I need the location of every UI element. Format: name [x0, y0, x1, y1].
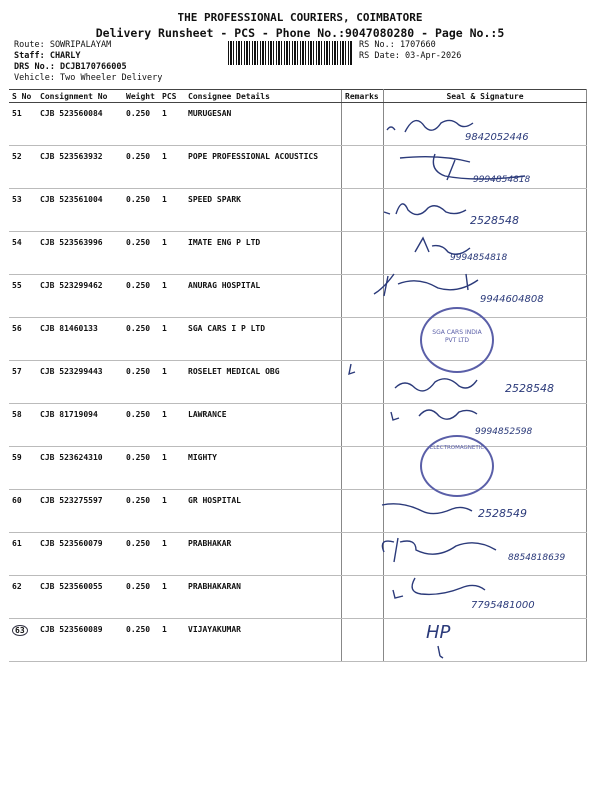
- consignee: MURUGESAN: [185, 103, 342, 146]
- col-remarks: Remarks: [342, 90, 384, 103]
- drs-number: DRS No.: DCJB170766005: [14, 62, 127, 72]
- sno: 54: [9, 232, 37, 275]
- sno: 61: [9, 533, 37, 576]
- weight: 0.250: [123, 232, 159, 275]
- runsheet-title: Delivery Runsheet - PCS - Phone No.:9047080280 - Page No.:5: [95, 26, 505, 40]
- consignment-no: CJB 523560055: [37, 576, 123, 619]
- remarks: [342, 619, 384, 662]
- vehicle: Vehicle: Two Wheeler Delivery: [14, 73, 163, 83]
- table-row: [9, 619, 587, 662]
- weight: 0.250: [123, 404, 159, 447]
- signature-53: [380, 196, 570, 228]
- signature-55: [370, 268, 580, 308]
- consignee: ROSELET MEDICAL OBG: [185, 361, 342, 404]
- weight: 0.250: [123, 103, 159, 146]
- weight: 0.250: [123, 490, 159, 533]
- weight: 0.250: [123, 189, 159, 232]
- signature-62: [385, 570, 580, 612]
- signature-54: [410, 232, 580, 264]
- sno: 62: [9, 576, 37, 619]
- consignee: IMATE ENG P LTD: [185, 232, 342, 275]
- signature-62-phone: 7795481000: [471, 600, 535, 611]
- remarks: [342, 146, 384, 189]
- consignment-no: CJB 81719094: [37, 404, 123, 447]
- consignment-no: CJB 523563932: [37, 146, 123, 189]
- pcs: 1: [159, 361, 185, 404]
- remarks: [342, 189, 384, 232]
- signature-53-phone: 2528548: [470, 214, 519, 227]
- sno: 60: [9, 490, 37, 533]
- consignee: MIGHTY: [185, 447, 342, 490]
- signature-54-phone: 9994854818: [450, 253, 508, 263]
- signature-52: [395, 150, 585, 188]
- signature-61-phone: 8854818639: [508, 553, 566, 563]
- sno: 52: [9, 146, 37, 189]
- signature-60: [378, 495, 578, 525]
- circled-sno: 63: [12, 625, 28, 636]
- sno: 51: [9, 103, 37, 146]
- col-sno: S No: [9, 90, 37, 103]
- consignee: ANURAG HOSPITAL: [185, 275, 342, 318]
- remarks: [342, 447, 384, 490]
- sno: [9, 619, 37, 662]
- company-stamp-59: [420, 435, 494, 497]
- route-info: [14, 40, 162, 84]
- pcs: 1: [159, 619, 185, 662]
- signature-cell: [384, 619, 587, 662]
- sno: 53: [9, 189, 37, 232]
- signature-63-initials: HP: [426, 622, 451, 643]
- signature-51-phone: 9842052446: [465, 132, 529, 143]
- route: Route: SOWRIPALAYAM: [14, 40, 112, 50]
- rs-number: RS No.: 1707660: [359, 40, 436, 50]
- signature-63: [422, 614, 482, 660]
- consignee: GR HOSPITAL: [185, 490, 342, 533]
- staff: Staff: CHARLY: [14, 51, 81, 61]
- rs-info: [359, 40, 461, 62]
- company-title: THE PROFESSIONAL COURIERS, COIMBATORE: [177, 11, 423, 24]
- weight: 0.250: [123, 533, 159, 576]
- consignment-no: CJB 523563996: [37, 232, 123, 275]
- stamp-56-text: SGA CARS INDIA PVT LTD: [432, 329, 482, 344]
- consignee: LAWRANCE: [185, 404, 342, 447]
- sno: 59: [9, 447, 37, 490]
- weight: 0.250: [123, 146, 159, 189]
- consignee: SGA CARS I P LTD: [185, 318, 342, 361]
- consignment-no: CJB 523299443: [37, 361, 123, 404]
- signature-57: [345, 358, 585, 400]
- pcs: 1: [159, 576, 185, 619]
- rs-date: RS Date: 03-Apr-2026: [359, 51, 462, 61]
- sno: 55: [9, 275, 37, 318]
- col-weight: Weight: [123, 90, 159, 103]
- weight: 0.250: [123, 619, 159, 662]
- table-header: [9, 90, 587, 103]
- signature-58: [385, 400, 575, 438]
- consignment-no: CJB 523561004: [37, 189, 123, 232]
- col-pcs: PCS: [159, 90, 185, 103]
- signature-57-phone: 2528548: [505, 382, 554, 395]
- weight: 0.250: [123, 447, 159, 490]
- consignment-no: CJB 523560084: [37, 103, 123, 146]
- remarks: [342, 318, 384, 361]
- pcs: 1: [159, 404, 185, 447]
- sno: 58: [9, 404, 37, 447]
- remarks: [342, 103, 384, 146]
- sno: 57: [9, 361, 37, 404]
- signature-55-phone: 9944604808: [480, 294, 544, 305]
- consignment-no: CJB 523560079: [37, 533, 123, 576]
- consignment-no: CJB 523624310: [37, 447, 123, 490]
- consignee: VIJAYAKUMAR: [185, 619, 342, 662]
- consignee: PRABHAKARAN: [185, 576, 342, 619]
- col-consignee: Consignee Details: [185, 90, 342, 103]
- signature-52-phone: 9994854818: [473, 175, 531, 185]
- consignee: SPEED SPARK: [185, 189, 342, 232]
- weight: 0.250: [123, 318, 159, 361]
- consignment-no: CJB 523560089: [37, 619, 123, 662]
- consignment-no: CJB 81460133: [37, 318, 123, 361]
- sno: 56: [9, 318, 37, 361]
- weight: 0.250: [123, 361, 159, 404]
- pcs: 1: [159, 533, 185, 576]
- consignee: PRABHAKAR: [185, 533, 342, 576]
- pcs: 1: [159, 232, 185, 275]
- signature-51: [385, 112, 575, 147]
- pcs: 1: [159, 318, 185, 361]
- consignment-no: CJB 523299462: [37, 275, 123, 318]
- col-consignment: Consignment No: [37, 90, 123, 103]
- signature-58-phone: 9994852598: [475, 427, 533, 437]
- stamp-59-text: ELECTROMAGNETIC: [429, 445, 485, 451]
- remarks: [342, 404, 384, 447]
- consignment-no: CJB 523275597: [37, 490, 123, 533]
- weight: 0.250: [123, 576, 159, 619]
- barcode: [228, 41, 352, 65]
- table-row: [9, 447, 587, 490]
- pcs: 1: [159, 103, 185, 146]
- col-signature: Seal & Signature: [384, 90, 587, 103]
- pcs: 1: [159, 490, 185, 533]
- table-row: [9, 318, 587, 361]
- remarks: [342, 576, 384, 619]
- consignee: POPE PROFESSIONAL ACOUSTICS: [185, 146, 342, 189]
- pcs: 1: [159, 189, 185, 232]
- pcs: 1: [159, 447, 185, 490]
- weight: 0.250: [123, 275, 159, 318]
- pcs: 1: [159, 275, 185, 318]
- pcs: 1: [159, 146, 185, 189]
- signature-61: [378, 532, 588, 568]
- signature-60-phone: 2528549: [478, 507, 527, 520]
